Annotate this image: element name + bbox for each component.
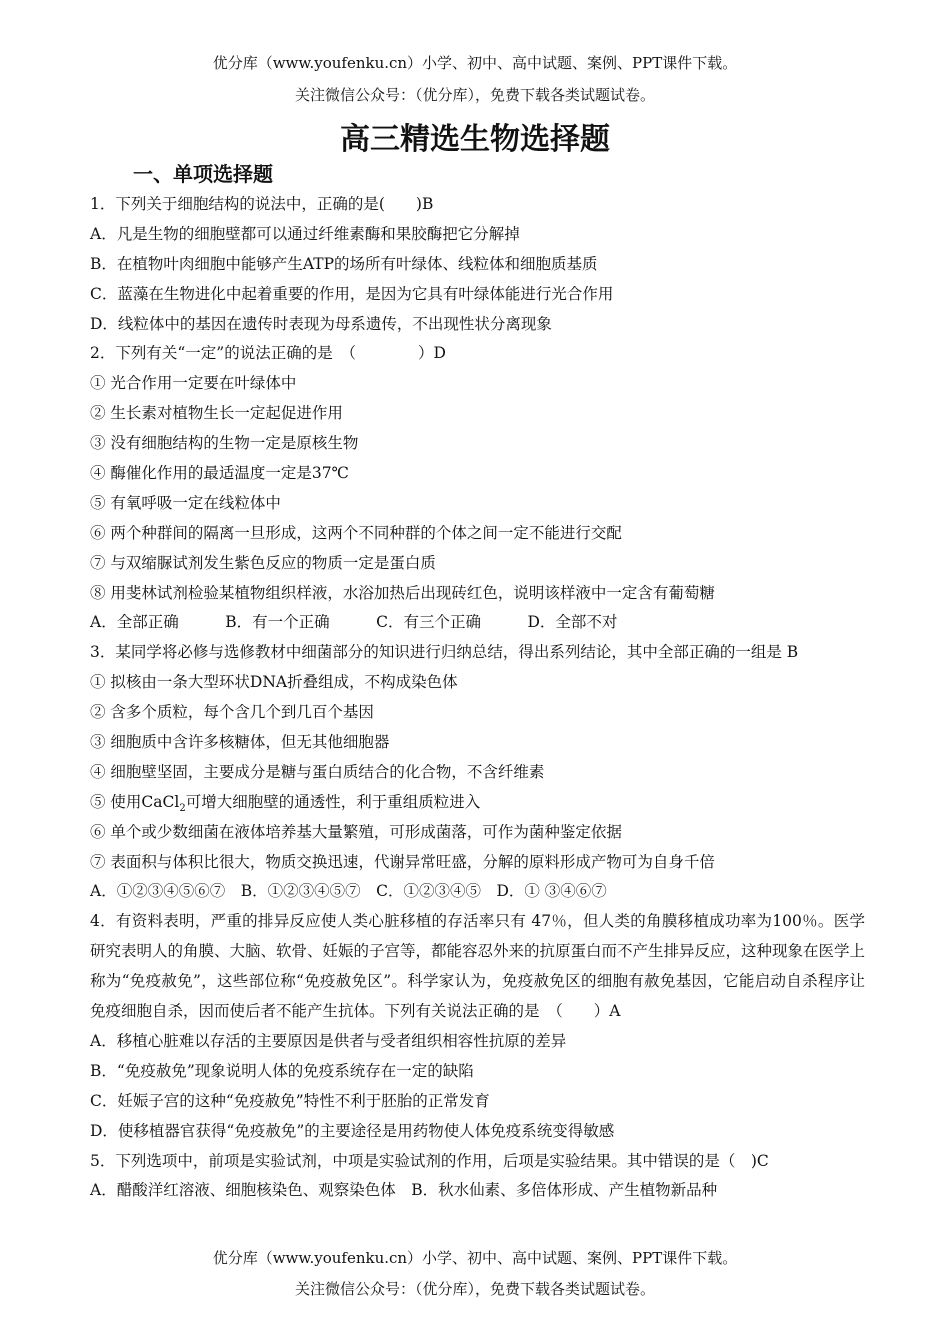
option-line: B．“免疫赦免”现象说明人体的免疫系统存在一定的缺陷	[90, 1061, 474, 1080]
header-line-2: 关注微信公众号：（优分库），免费下载各类试题试卷。	[294, 86, 655, 104]
statement-line: ⑥ 两个种群间的隔离一旦形成，这两个不同种群的个体之间一定不能进行交配	[90, 523, 622, 542]
option-line: A．移植心脏难以存活的主要原因是供者与受者组织相容性抗原的差异	[90, 1032, 567, 1050]
cacl2-prefix: ⑤ 使用CaCl	[90, 792, 180, 811]
footer-line-1: 优分库（www.youfenku.cn）小学、初中、高中试题、案例、PPT课件下载。	[212, 1249, 738, 1267]
footer-line-2: 关注微信公众号：（优分库），免费下载各类试题试卷。	[294, 1280, 655, 1298]
option-line: D．使移植器官获得“免疫赦免”的主要途径是用药物使人体免疫系统变得敏感	[90, 1121, 615, 1140]
question-3: 3．某同学将必修与选修教材中细菌部分的知识进行归纳总结，得出系列结论，其中全部正确的一组是 B	[90, 643, 799, 662]
statement-line: ② 含多个质粒，每个含几个到几百个基因	[90, 703, 374, 722]
statement-line: ⑧ 用斐林试剂检验某植物组织样液，水浴加热后出现砖红色，说明该样液中一定含有葡萄糖	[90, 583, 715, 602]
option-line: B．在植物叶肉细胞中能够产生ATP的场所有叶绿体、线粒体和细胞质基质	[90, 254, 598, 273]
cacl2-suffix: 可增大细胞壁的通透性，利于重组质粒进入	[185, 792, 481, 811]
option-line: A．①②③④⑤⑥⑦ B．①②③④⑤⑦ C．①②③④⑤ D．① ③④⑥⑦	[90, 882, 607, 901]
option-line: A．凡是生物的细胞壁都可以通过纤维素酶和果胶酶把它分解掉	[90, 224, 520, 243]
statement-line: ⑦ 与双缩脲试剂发生紫色反应的物质一定是蛋白质	[90, 553, 436, 572]
statement-line: ③ 细胞质中含许多核糖体，但无其他细胞器	[90, 733, 390, 752]
question-1: 1．下列关于细胞结构的说法中，正确的是( )B	[90, 195, 434, 213]
option-line: C．妊娠子宫的这种“免疫赦免”特性不利于胚胎的正常发育	[90, 1091, 490, 1110]
statement-line: ③ 没有细胞结构的生物一定是原核生物	[90, 434, 359, 453]
statement-line: ⑥ 单个或少数细菌在液体培养基大量繁殖，可形成菌落，可作为菌种鉴定依据	[90, 822, 622, 841]
statement-line: ① 拟核由一条大型环状DNA折叠组成，不构成染色体	[90, 673, 458, 692]
statement-line: ⑤ 有氧呼吸一定在线粒体中	[90, 493, 281, 512]
header-line-1: 优分库（www.youfenku.cn）小学、初中、高中试题、案例、PPT课件下载。	[212, 54, 738, 72]
document-body	[90, 190, 865, 1206]
page-title: 高三精选生物选择题	[340, 122, 610, 157]
statement-line: ② 生长素对植物生长一定起促进作用	[90, 404, 343, 423]
option-line: A．全部正确 B．有一个正确 C．有三个正确 D．全部不对	[90, 613, 618, 632]
statement-line: ④ 细胞壁坚固，主要成分是糖与蛋白质结合的化合物，不含纤维素	[90, 762, 545, 781]
subscript-2: 2	[179, 802, 186, 814]
option-line: A．醋酸洋红溶液、细胞核染色、观察染色体 B．秋水仙素、多倍体形成、产生植物新品种	[90, 1181, 718, 1200]
statement-line: ④ 酶催化作用的最适温度一定是37℃	[90, 464, 349, 483]
statement-line-cacl2	[90, 788, 865, 818]
section-heading: 一、单项选择题	[133, 162, 273, 186]
statement-line: ① 光合作用一定要在叶绿体中	[90, 374, 297, 393]
option-line: C．蓝藻在生物进化中起着重要的作用，是因为它具有叶绿体能进行光合作用	[90, 284, 614, 303]
question-4: 4．有资料表明，严重的排异反应使人类心脏移植的存活率只有 47％，但人类的角膜移植成功率为100％。医学研究表明人的角膜、大脑、软骨、妊娠的子宫等，都能容忍外来的抗原蛋白而不产生排异反应，这种现象在医学上称为“免疫赦免”，这些部位称“免疫赦免区”。科学家认为，免疫赦免区的细胞有赦免基因，它能启动自杀程序让免疫细胞自杀，因而使后者不能产生抗体。下列有关说法正确的是 （ ）A	[90, 912, 866, 1021]
question-5: 5．下列选项中，前项是实验试剂，中项是实验试剂的作用，后项是实验结果。其中错误的是（ )C	[90, 1151, 769, 1170]
question-2: 2．下列有关“一定”的说法正确的是 （ ）D	[90, 344, 446, 363]
option-line: D．线粒体中的基因在遗传时表现为母系遗传，不出现性状分离现象	[90, 314, 552, 333]
statement-line: ⑦ 表面积与体积比很大，物质交换迅速，代谢异常旺盛，分解的原料形成产物可为自身千倍	[90, 852, 715, 871]
